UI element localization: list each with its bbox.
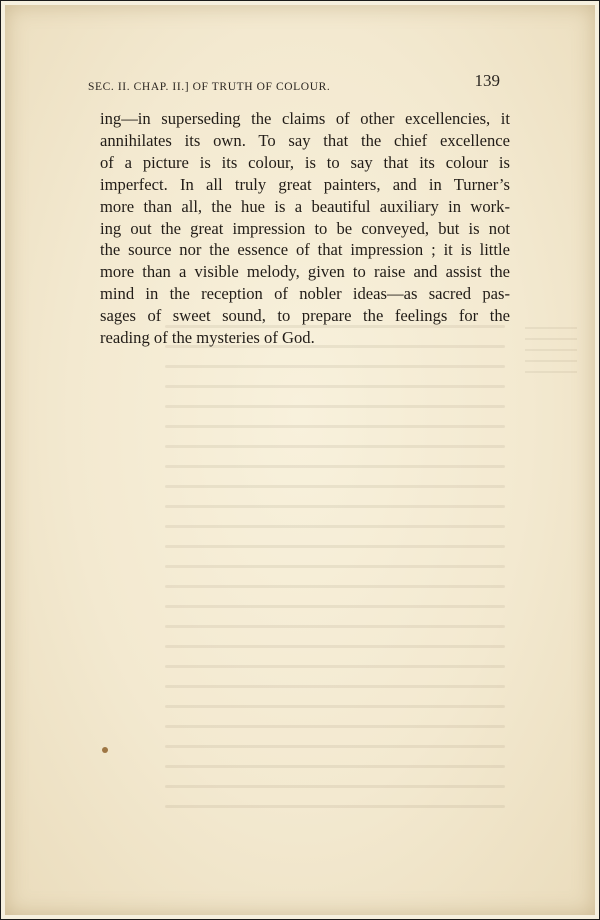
show-through-text xyxy=(165,325,505,845)
text-line: mind in the reception of nobler ideas—as sacred pas- xyxy=(100,284,510,304)
text-line: the source nor the essence of that impression ; it is little xyxy=(100,240,510,260)
page-number: 139 xyxy=(474,71,500,90)
text-line: more than all, the hue is a beautiful auxiliary in work- xyxy=(100,196,510,216)
show-through-margin-note xyxy=(525,327,577,387)
running-head: SEC. II. CHAP. II.] OF TRUTH OF COLOUR. xyxy=(88,81,331,93)
text-line: imperfect. In all truly great painters, and in Turner’s xyxy=(100,174,510,194)
text-line: reading of the mysteries of God. xyxy=(100,328,315,348)
page-header xyxy=(88,71,508,93)
text-line: ing—in superseding the claims of other excellencies, it xyxy=(100,109,510,128)
text-line: of a picture is its colour, is to say that its colour is xyxy=(100,152,510,172)
body-paragraph xyxy=(100,108,510,349)
text-line: sages of sweet sound, to prepare the feelings for the xyxy=(100,306,510,326)
text-line: annihilates its own. To say that the chief excellence xyxy=(100,130,510,150)
book-page xyxy=(5,5,595,915)
foxing-spot xyxy=(102,747,108,753)
text-line: more than a visible melody, given to raise and assist the xyxy=(100,262,510,282)
text-line: ing out the great impression to be conveyed, but is not xyxy=(100,218,510,238)
